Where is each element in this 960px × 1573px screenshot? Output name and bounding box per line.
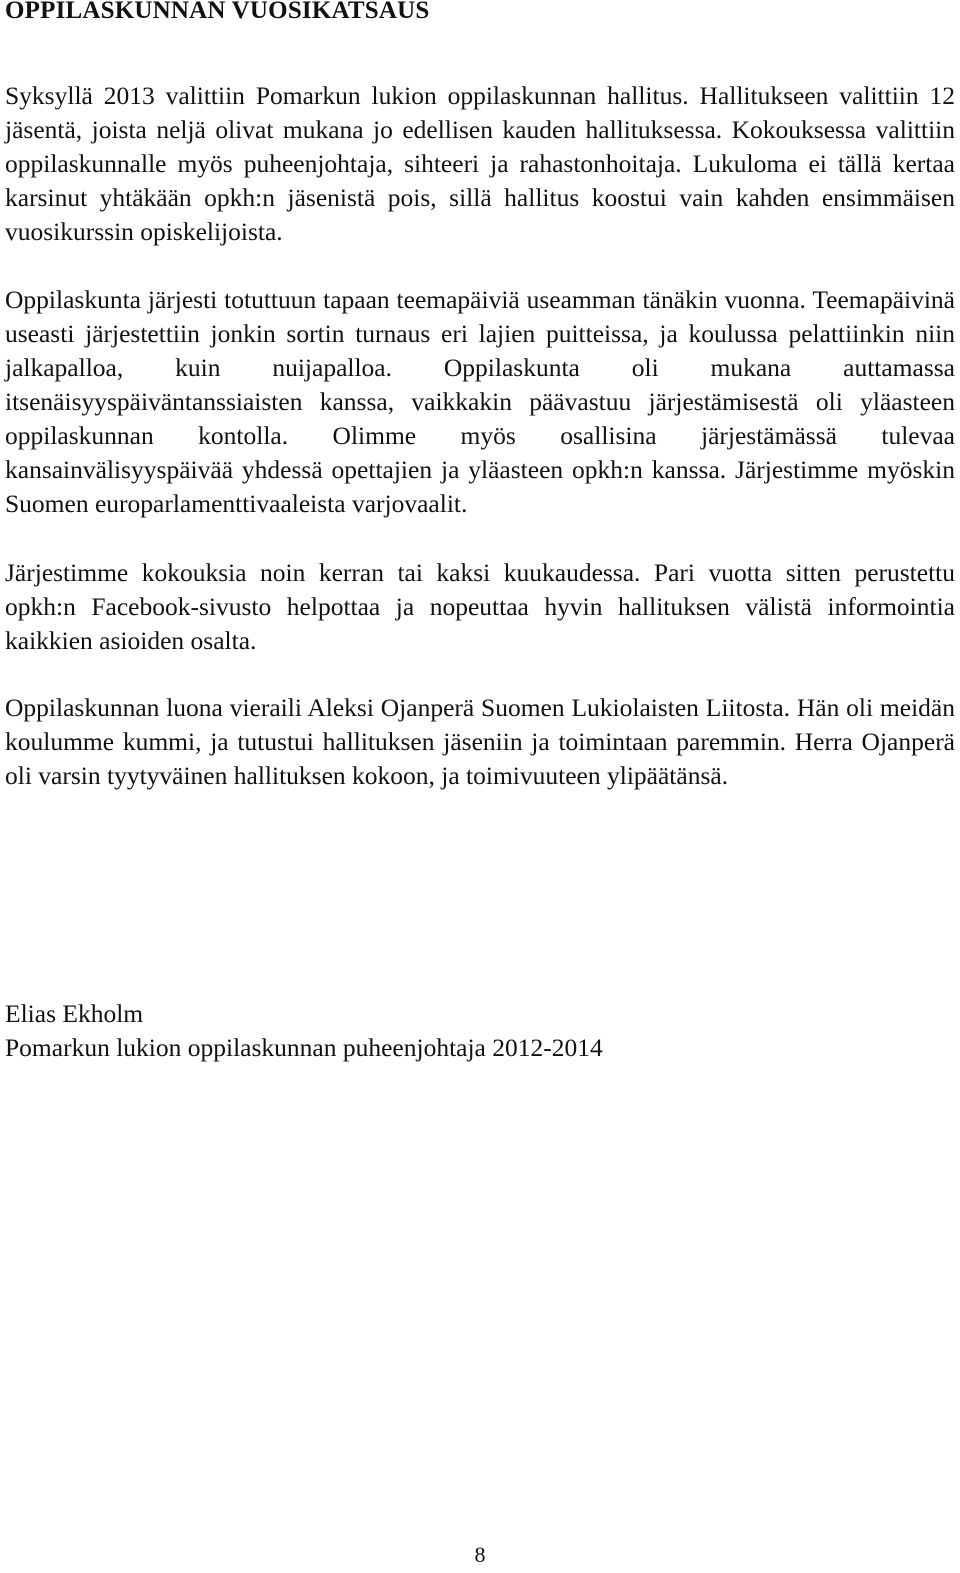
- paragraph-kokoukset: Järjestimme kokouksia noin kerran tai kaksi kuukaudessa. Pari vuotta sitten perustettu opkh:n Facebook-sivusto helpottaa ja nopeuttaa hyvin hallituksen välistä informointia kaikkien asioiden osalta.: [5, 558, 955, 655]
- signature-block: [5, 997, 603, 1065]
- signature-name: Elias Ekholm: [5, 999, 144, 1028]
- page-number: 8: [474, 1542, 486, 1567]
- paragraph-vierailu: Oppilaskunnan luona vieraili Aleksi Ojanperä Suomen Lukiolaisten Liitosta. Hän oli meidän koulumme kummi, ja tutustui hallituksen jäseniin ja toimintaan paremmin. Herra Ojanperä oli varsin tyytyväinen hallituksen kokoon, ja toimivuuteen ylipäätänsä.: [5, 693, 955, 790]
- paragraph-hallitus: Syksyllä 2013 valittiin Pomarkun lukion oppilaskunnan hallitus. Hallitukseen valittiin 12 jäsentä, joista neljä olivat mukana jo edellisen kauden hallituksessa. Kokouksessa valittiin oppilaskunnalle myös puheenjohtaja, sihteeri ja rahastonhoitaja. Lukuloma ei tällä kertaa karsinut yhtäkään opkh:n jäsenistä pois, sillä hallitus koostui vain kahden ensimmäisen vuosikurssin opiskelijoista.: [5, 81, 955, 246]
- paragraph-teemapaivat: Oppilaskunta järjesti totuttuun tapaan teemapäiviä useamman tänäkin vuonna. Teemapäivinä useasti järjestettiin jonkin sortin turnaus eri lajien puitteissa, ja koulussa pelattiinkin niin jalkapalloa, kuin nuijapalloa. Oppilaskunta oli mukana auttamassa itsenäisyyspäiväntanssiaisten kanssa, vaikkakin päävastuu järjestämisestä oli yläasteen oppilaskunnan kontolla. Olimme myös osallisina järjestämässä tulevaa kansainvälisyyspäivää yhdessä opettajien ja yläasteen opkh:n kanssa. Järjestimme myöskin Suomen europarlamenttivaaleista varjovaalit.: [5, 285, 955, 518]
- signature-role: Pomarkun lukion oppilaskunnan puheenjohtaja 2012-2014: [5, 1033, 603, 1062]
- document-title: OPPILASKUNNAN VUOSIKATSAUS: [5, 0, 430, 24]
